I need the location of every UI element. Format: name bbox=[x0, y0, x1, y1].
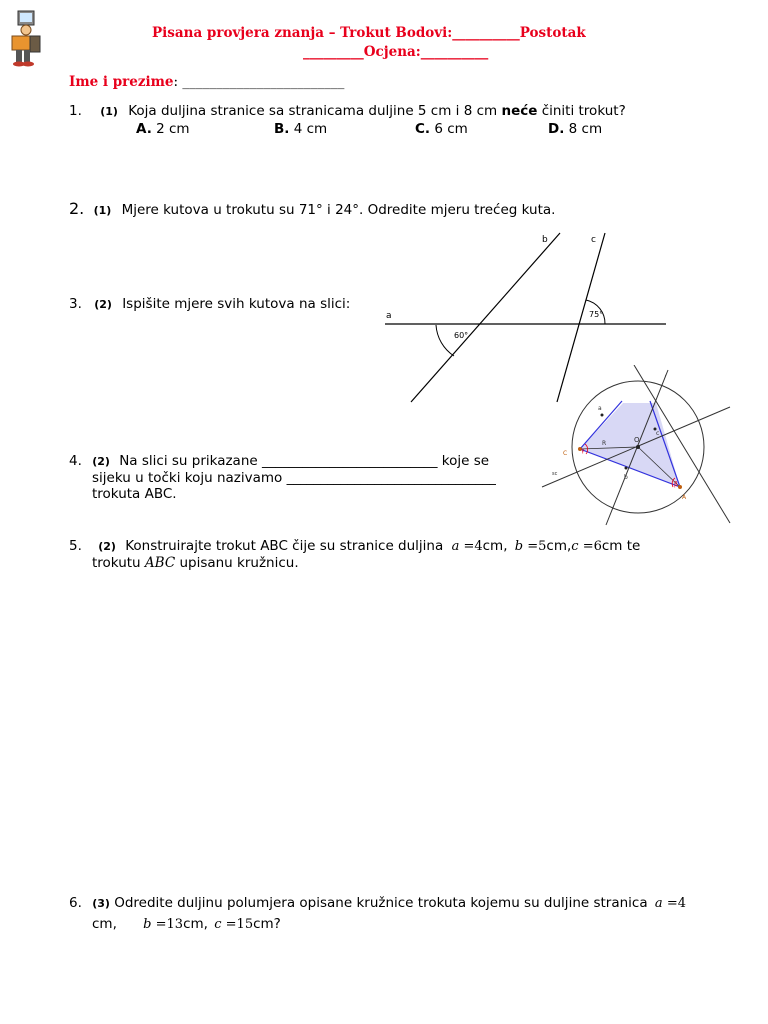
label-a: a bbox=[386, 311, 392, 321]
q2-text: Mjere kutova u trokutu su 71° i 24°. Odredite mjeru trećeg kuta. bbox=[121, 202, 556, 218]
label-c: c bbox=[656, 430, 660, 437]
mascot-logo bbox=[8, 8, 44, 68]
name-label: Ime i prezime bbox=[69, 74, 174, 90]
q6-b-value: b =13 bbox=[143, 917, 184, 932]
q1-option-b: B. 4 cm bbox=[274, 121, 328, 137]
q1-number: 1. bbox=[69, 103, 82, 119]
q4-line-3: trokuta ABC. bbox=[92, 486, 177, 502]
q3-number: 3. bbox=[69, 296, 82, 312]
q6-c-value: c =15 bbox=[214, 917, 254, 932]
q3-points: (2) bbox=[94, 298, 112, 311]
q6-number: 6. bbox=[69, 895, 82, 911]
q1-option-c: C. 6 cm bbox=[415, 121, 468, 137]
q1-text: Koja duljina stranice sa stranicama duljine 5 cm i 8 cm neće činiti trokut? bbox=[128, 103, 626, 119]
q1-option-a: A. 2 cm bbox=[136, 121, 190, 137]
q5-a-value: a =4 bbox=[451, 539, 483, 554]
label-O: O bbox=[634, 436, 640, 444]
q5-b-value: b =5 bbox=[514, 539, 547, 554]
label-angle-75: 75° bbox=[589, 310, 604, 319]
q3-text: Ispišite mjere svih kutova na slici: bbox=[122, 296, 351, 312]
q6-points: (3) bbox=[92, 897, 110, 910]
q2-number: 2. bbox=[69, 199, 85, 218]
q5-c-value: c =6 bbox=[571, 539, 602, 554]
q2-points: (1) bbox=[93, 204, 112, 217]
label-A: A bbox=[682, 494, 687, 501]
header-line-1: Pisana provjera znanja – Trokut Bodovi:__________Postotak bbox=[152, 25, 586, 41]
name-row bbox=[69, 74, 344, 90]
q5-number: 5. bbox=[69, 538, 82, 554]
q4-line-2: sijeku u točki koju nazivamo _______________________________ bbox=[92, 470, 496, 486]
midpoint-a bbox=[601, 414, 604, 417]
center-O bbox=[636, 445, 640, 449]
question-5: 5. (2) Konstruirajte trokut ABC čije su stranice duljina a =4cm, b =5cm,c =6cm te trokutu ABC upisanu kružnicu. bbox=[69, 538, 641, 571]
question-3 bbox=[69, 296, 350, 312]
question-6: 6. (3) Odredite duljinu polumjera opisane kružnice trokuta kojemu su duljine stranica a =4 cm, b =13cm, c =15cm? bbox=[69, 895, 686, 932]
question-1 bbox=[69, 103, 626, 119]
q4-points: (2) bbox=[92, 455, 110, 468]
q5-text: Konstruirajte trokut ABC čije su stranice duljina bbox=[125, 538, 444, 554]
label-c: c bbox=[591, 235, 596, 245]
label-a: a bbox=[598, 405, 602, 412]
question-2 bbox=[69, 199, 555, 218]
label-b: b bbox=[542, 235, 548, 245]
label-R: R bbox=[602, 440, 607, 447]
label-sc: sc bbox=[552, 471, 558, 477]
q1-points: (1) bbox=[100, 105, 118, 118]
label-C: C bbox=[563, 450, 568, 457]
vertex-A bbox=[678, 485, 682, 489]
q6-a-value: a =4 bbox=[654, 896, 686, 911]
label-tick: / bbox=[664, 374, 667, 381]
label-angle-60: 60° bbox=[454, 331, 469, 340]
q1-option-d: D. 8 cm bbox=[548, 121, 603, 137]
angle-arc-60 bbox=[436, 325, 454, 356]
q4-number: 4. bbox=[69, 453, 82, 469]
label-b: b bbox=[624, 474, 628, 481]
q4-line-1: Na slici su prikazane __________________________ koje se bbox=[119, 453, 490, 469]
q5-points: (2) bbox=[98, 540, 116, 553]
question-4 bbox=[69, 453, 496, 502]
q6-text: Odredite duljinu polumjera opisane kružnice trokuta kojemu su duljine stranica bbox=[114, 895, 648, 911]
name-blank: : ________________________ bbox=[173, 74, 345, 90]
header-line-2: _________Ocjena:__________ bbox=[303, 44, 489, 60]
label-gamma: γ bbox=[581, 447, 585, 454]
q5-line-2: trokutu ABC upisanu kružnicu. bbox=[92, 555, 299, 571]
circumcircle-figure bbox=[538, 365, 734, 530]
midpoint-b bbox=[625, 467, 628, 470]
label-beta: β bbox=[674, 481, 678, 488]
